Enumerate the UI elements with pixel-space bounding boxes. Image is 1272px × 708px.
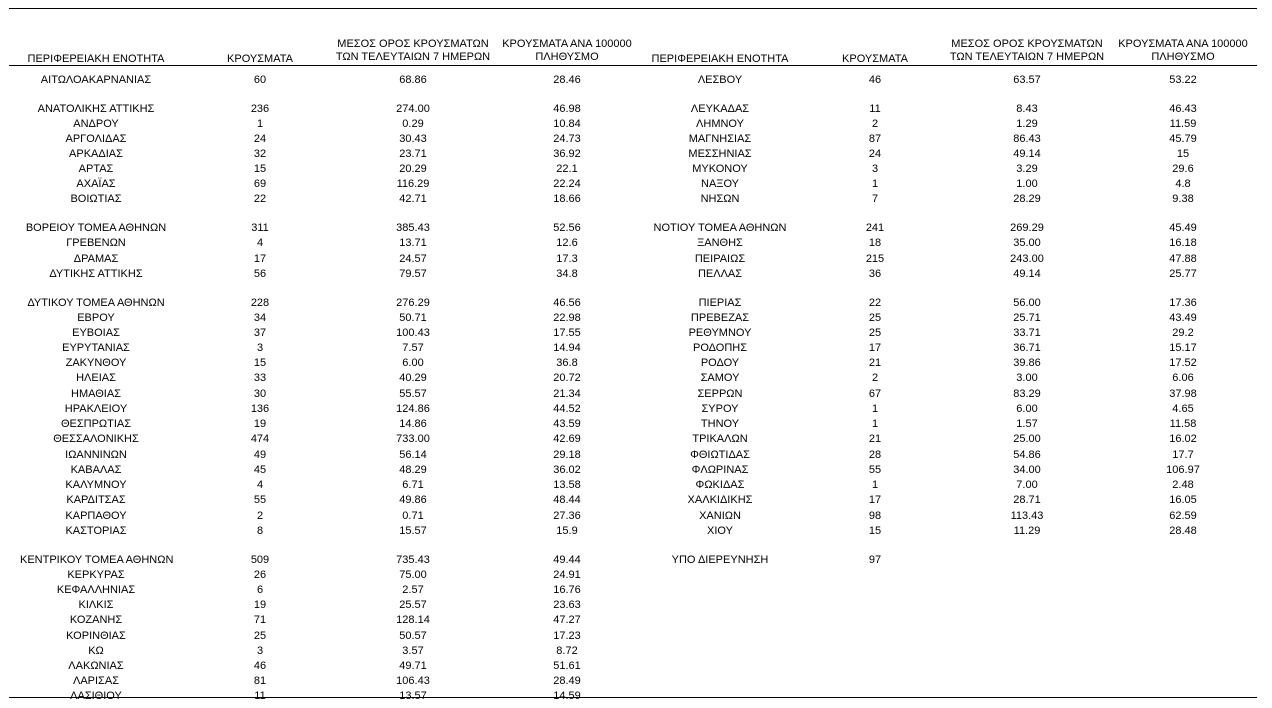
cell-cases: 55 [253,494,267,506]
cell-avg: 86.43 [1013,133,1041,145]
cell-cases: 15 [253,357,267,369]
cell-cases: 32 [253,148,267,160]
cell-cases: 15 [868,525,882,537]
cell-avg: 34.00 [1013,464,1041,476]
cell-avg: 113.43 [1010,510,1044,522]
cell-avg: 1.00 [1016,178,1038,190]
header-per100k-right-line1: ΚΡΟΥΣΜΑΤΑ ΑΝΑ 100000 [1118,38,1248,50]
cell-per100k: 22.24 [553,178,581,190]
cell-per100k: 28.48 [1169,525,1197,537]
cell-name: ΛΑΣΙΘΙΟΥ [70,690,122,702]
cell-cases: 15 [253,163,267,175]
cell-per100k: 8.72 [556,645,578,657]
cell-name: ΧΙΟΥ [707,525,733,537]
cell-per100k: 23.63 [553,599,581,611]
cell-avg: 124.86 [396,403,430,415]
cell-per100k: 16.18 [1169,237,1197,249]
cell-cases: 45 [253,464,267,476]
cell-avg: 2.57 [402,584,424,596]
cell-per100k: 17.7 [1172,449,1194,461]
cell-avg: 15.57 [399,525,427,537]
cell-name: ΒΟΙΩΤΙΑΣ [70,193,122,205]
cell-avg: 24.57 [399,253,427,265]
cell-avg: 30.43 [399,133,427,145]
cell-name: ΑΝΔΡΟΥ [73,118,119,130]
cell-cases: 4 [256,479,264,491]
cell-cases: 241 [865,222,885,234]
cell-per100k: 22.98 [553,312,581,324]
cell-avg: 7.00 [1016,479,1038,491]
cell-name: ΚΙΛΚΙΣ [78,599,114,611]
cell-per100k: 48.44 [553,494,581,506]
cell-per100k: 11.58 [1169,418,1197,430]
cell-avg: 49.86 [399,494,427,506]
cell-cases: 21 [868,357,882,369]
cell-per100k: 24.73 [553,133,581,145]
header-region-right: ΠΕΡΙΦΕΡΕΙΑΚΗ ΕΝΟΤΗΤΑ [651,53,789,65]
cell-name: ΛΕΣΒΟΥ [697,74,743,86]
cell-per100k: 29.6 [1172,163,1194,175]
header-cases-right: ΚΡΟΥΣΜΑΤΑ [842,53,908,65]
cell-cases: 24 [253,133,267,145]
cell-cases: 2 [256,510,264,522]
cell-avg: 0.71 [402,510,424,522]
cell-name: ΑΙΤΩΛΟΑΚΑΡΝΑΝΙΑΣ [40,74,152,86]
cell-cases: 56 [253,268,267,280]
cell-per100k: 46.98 [553,103,581,115]
header-per100k-right-line2: ΠΛΗΘΥΣΜΟ [1151,51,1215,63]
cell-name: ΧΑΝΙΩΝ [699,510,741,522]
cell-name: ΝΟΤΙΟΥ ΤΟΜΕΑ ΑΘΗΝΩΝ [653,222,787,234]
cell-name: ΠΡΕΒΕΖΑΣ [690,312,750,324]
cell-avg: 68.86 [399,74,427,86]
cell-cases: 3 [871,163,879,175]
cell-avg: 1.29 [1016,118,1038,130]
cell-per100k: 4.8 [1175,178,1191,190]
cell-cases: 11 [869,103,881,115]
cell-avg: 1.57 [1016,418,1038,430]
cell-avg: 7.57 [402,342,424,354]
cell-avg: 128.14 [396,614,430,626]
cell-cases: 49 [253,449,267,461]
cell-per100k: 46.43 [1169,103,1197,115]
cell-per100k: 15 [1176,148,1190,160]
cell-per100k: 45.49 [1169,222,1197,234]
cell-name: ΚΩ [88,645,104,657]
cell-cases: 55 [868,464,882,476]
cell-name: ΕΥΒΟΙΑΣ [72,327,120,339]
cell-per100k: 42.69 [553,433,581,445]
cell-name: ΙΩΑΝΝΙΝΩΝ [65,449,127,461]
cell-per100k: 4.65 [1172,403,1194,415]
cell-per100k: 16.05 [1169,494,1197,506]
cell-per100k: 17.3 [556,253,578,265]
cell-cases: 28 [868,449,882,461]
cell-per100k: 36.8 [556,357,578,369]
cell-cases: 7 [871,193,879,205]
cell-per100k: 13.58 [553,479,581,491]
cell-cases: 25 [868,312,882,324]
cell-name: ΓΡΕΒΕΝΩΝ [66,237,126,249]
cell-name: ΘΕΣΣΑΛΟΝΙΚΗΣ [53,433,139,445]
cell-name: ΜΕΣΣΗΝΙΑΣ [688,148,752,160]
cell-name: ΖΑΚΥΝΘΟΥ [65,357,127,369]
cell-cases: 25 [253,630,267,642]
cell-avg: 56.00 [1013,297,1041,309]
cell-avg: 75.00 [399,569,427,581]
cell-per100k: 17.52 [1169,357,1197,369]
cell-avg: 50.57 [399,630,427,642]
cell-avg: 23.71 [399,148,427,160]
cell-avg: 6.00 [402,357,424,369]
cell-per100k: 15.17 [1169,342,1197,354]
header-avg-right [944,38,1110,64]
header-avg-right-line2: ΤΩΝ ΤΕΛΕΥΤΑΙΩΝ 7 ΗΜΕΡΩΝ [949,51,1105,63]
cell-cases: 34 [253,312,267,324]
cell-per100k: 43.59 [553,418,581,430]
cell-avg: 40.29 [399,372,427,384]
cell-cases: 46 [253,660,267,672]
cell-cases: 24 [868,148,882,160]
cell-name: ΚΑΡΠΑΘΟΥ [65,510,127,522]
cell-per100k: 16.76 [553,584,581,596]
cell-per100k: 44.52 [553,403,581,415]
cell-per100k: 9.38 [1172,193,1194,205]
cell-cases: 22 [253,193,267,205]
cell-avg: 3.00 [1016,372,1038,384]
cell-avg: 56.14 [399,449,427,461]
cell-avg: 269.29 [1010,222,1044,234]
cell-cases: 1 [256,118,264,130]
cell-cases: 36 [868,268,882,280]
cell-cases: 60 [253,74,267,86]
cell-per100k: 10.84 [553,118,581,130]
cell-per100k: 14.59 [553,690,581,702]
cell-avg: 6.00 [1016,403,1038,415]
cell-cases: 215 [865,253,885,265]
header-per100k-left [492,38,642,64]
cell-avg: 39.86 [1013,357,1041,369]
cell-per100k: 106.97 [1166,464,1200,476]
cell-avg: 14.86 [399,418,427,430]
cell-avg: 49.14 [1013,148,1041,160]
cell-cases: 228 [250,297,270,309]
cell-avg: 116.29 [396,178,430,190]
cell-name: ΚΑΒΑΛΑΣ [70,464,122,476]
cell-name: ΦΘΙΩΤΙΔΑΣ [690,449,750,461]
cell-avg: 13.71 [399,237,427,249]
cell-cases: 3 [256,645,264,657]
cell-cases: 18 [868,237,882,249]
cell-name: ΚΟΡΙΝΘΙΑΣ [66,630,126,642]
header-rule [9,65,1257,66]
cell-name: ΤΡΙΚΑΛΩΝ [692,433,748,445]
cell-avg: 25.00 [1013,433,1041,445]
cell-cases: 1 [871,479,879,491]
cell-per100k: 28.46 [553,74,581,86]
cell-per100k: 52.56 [553,222,581,234]
header-per100k-left-line1: ΚΡΟΥΣΜΑΤΑ ΑΝΑ 100000 [502,38,632,50]
cell-avg: 28.29 [1013,193,1041,205]
cell-cases: 98 [868,510,882,522]
cell-name: ΣΑΜΟΥ [700,372,740,384]
cell-name: ΜΥΚΟΝΟΥ [692,163,748,175]
cell-name: ΡΕΘΥΜΝΟΥ [688,327,752,339]
cell-per100k: 46.56 [553,297,581,309]
cell-avg: 11.29 [1013,525,1041,537]
cell-avg: 35.00 [1013,237,1041,249]
cell-per100k: 36.92 [553,148,581,160]
cell-cases: 11 [254,690,266,702]
cell-cases: 67 [868,388,882,400]
cell-name: ΤΗΝΟΥ [700,418,740,430]
cell-cases: 25 [868,327,882,339]
cell-avg: 28.71 [1013,494,1041,506]
cell-cases: 37 [253,327,267,339]
cell-name: ΝΗΣΩΝ [700,193,740,205]
cell-cases: 22 [868,297,882,309]
cell-avg: 13.57 [399,690,427,702]
cell-avg: 50.71 [399,312,427,324]
cell-name: ΔΡΑΜΑΣ [73,253,119,265]
cell-cases: 1 [871,178,879,190]
cell-name: ΛΑΚΩΝΙΑΣ [68,660,124,672]
cell-avg: 49.14 [1013,268,1041,280]
cell-per100k: 15.9 [556,525,578,537]
cell-per100k: 36.02 [553,464,581,476]
top-rule [9,8,1257,9]
cell-per100k: 22.1 [556,163,578,175]
cell-per100k: 17.23 [553,630,581,642]
cell-per100k: 18.66 [553,193,581,205]
cell-avg: 83.29 [1013,388,1041,400]
cell-avg: 55.57 [399,388,427,400]
cell-per100k: 49.44 [553,554,581,566]
cell-per100k: 25.77 [1169,268,1197,280]
cell-name: ΗΜΑΘΙΑΣ [71,388,121,400]
cell-per100k: 12.6 [556,237,578,249]
cell-per100k: 43.49 [1169,312,1197,324]
cell-avg: 79.57 [399,268,427,280]
cell-name: ΔΥΤΙΚΗΣ ΑΤΤΙΚΗΣ [49,268,143,280]
cell-name: ΧΑΛΚΙΔΙΚΗΣ [687,494,753,506]
cell-per100k: 29.18 [553,449,581,461]
cell-name: ΚΕΦΑΛΛΗΝΙΑΣ [56,584,136,596]
cell-per100k: 53.22 [1169,74,1197,86]
cell-per100k: 62.59 [1169,510,1197,522]
cell-per100k: 29.2 [1172,327,1194,339]
cell-avg: 735.43 [396,554,430,566]
cell-avg: 3.57 [402,645,424,657]
cell-avg: 385.43 [396,222,430,234]
cell-per100k: 47.27 [553,614,581,626]
cell-name: ΜΑΓΝΗΣΙΑΣ [688,133,752,145]
cell-avg: 25.57 [399,599,427,611]
cell-cases: 21 [868,433,882,445]
cell-cases: 1 [871,418,879,430]
cell-cases: 30 [253,388,267,400]
cell-cases: 236 [250,103,270,115]
cell-avg: 42.71 [399,193,427,205]
cell-name: ΣΥΡΟΥ [701,403,739,415]
cell-name: ΡΟΔΟΥ [700,357,740,369]
cell-cases: 87 [868,133,882,145]
cell-name: ΥΠΟ ΔΙΕΡΕΥΝΗΣΗ [671,554,769,566]
cell-name: ΑΡΤΑΣ [78,163,114,175]
cell-per100k: 45.79 [1169,133,1197,145]
cell-avg: 25.71 [1013,312,1041,324]
cell-name: ΑΧΑΪΑΣ [76,178,116,190]
cell-name: ΚΑΡΔΙΤΣΑΣ [66,494,126,506]
cell-cases: 2 [871,372,879,384]
cell-avg: 0.29 [402,118,424,130]
cell-avg: 733.00 [396,433,430,445]
cell-cases: 17 [868,494,882,506]
cell-cases: 46 [868,74,882,86]
cell-avg: 276.29 [396,297,430,309]
cell-avg: 100.43 [396,327,430,339]
cell-name: ΝΑΞΟΥ [701,178,739,190]
cell-name: ΕΥΡΥΤΑΝΙΑΣ [62,342,130,354]
cell-cases: 19 [253,418,267,430]
cell-cases: 8 [256,525,264,537]
cell-per100k: 27.36 [553,510,581,522]
cell-cases: 136 [250,403,270,415]
cell-name: ΑΡΓΟΛΙΔΑΣ [65,133,127,145]
cell-name: ΞΑΝΘΗΣ [697,237,743,249]
cell-cases: 69 [253,178,267,190]
cell-avg: 3.29 [1016,163,1038,175]
header-avg-left [330,38,496,64]
cell-per100k: 16.02 [1169,433,1197,445]
cell-name: ΕΒΡΟΥ [77,312,115,324]
header-per100k-left-line2: ΠΛΗΘΥΣΜΟ [535,51,599,63]
header-avg-left-line2: ΤΩΝ ΤΕΛΕΥΤΑΙΩΝ 7 ΗΜΕΡΩΝ [335,51,491,63]
cell-cases: 509 [250,554,270,566]
cell-avg: 20.29 [399,163,427,175]
cell-cases: 17 [868,342,882,354]
cell-cases: 1 [871,403,879,415]
cell-name: ΛΕΥΚΑΔΑΣ [690,103,750,115]
cell-avg: 49.71 [399,660,427,672]
cell-cases: 4 [256,237,264,249]
header-cases-left: ΚΡΟΥΣΜΑΤΑ [227,53,293,65]
cell-name: ΑΡΚΑΔΙΑΣ [69,148,123,160]
cell-name: ΔΥΤΙΚΟΥ ΤΟΜΕΑ ΑΘΗΝΩΝ [27,297,165,309]
cell-name: ΗΛΕΙΑΣ [76,372,116,384]
cell-per100k: 17.55 [553,327,581,339]
cell-name: ΚΕΡΚΥΡΑΣ [67,569,125,581]
cell-avg: 36.71 [1013,342,1041,354]
cell-avg: 6.71 [402,479,424,491]
cell-avg: 8.43 [1016,103,1038,115]
cell-name: ΑΝΑΤΟΛΙΚΗΣ ΑΤΤΙΚΗΣ [37,103,155,115]
cell-cases: 71 [253,614,267,626]
cell-per100k: 34.8 [556,268,578,280]
cell-cases: 3 [256,342,264,354]
cell-name: ΒΟΡΕΙΟΥ ΤΟΜΕΑ ΑΘΗΝΩΝ [25,222,167,234]
cell-name: ΠΕΙΡΑΙΩΣ [694,253,746,265]
cell-per100k: 28.49 [553,675,581,687]
cell-name: ΠΕΛΛΑΣ [697,268,743,280]
header-avg-left-line1: ΜΕΣΟΣ ΟΡΟΣ ΚΡΟΥΣΜΑΤΩΝ [337,38,489,50]
cell-per100k: 24.91 [553,569,581,581]
cell-cases: 311 [251,222,269,234]
cell-avg: 63.57 [1013,74,1041,86]
cell-name: ΚΕΝΤΡΙΚΟΥ ΤΟΜΕΑ ΑΘΗΝΩΝ [20,554,174,566]
cell-name: ΚΟΖΑΝΗΣ [69,614,123,626]
cell-cases: 2 [871,118,879,130]
cell-per100k: 37.98 [1169,388,1197,400]
cell-per100k: 17.36 [1169,297,1197,309]
cell-per100k: 11.59 [1169,118,1197,130]
cell-per100k: 14.94 [553,342,581,354]
cell-avg: 274.00 [396,103,430,115]
cell-name: ΛΑΡΙΣΑΣ [72,675,119,687]
cell-per100k: 2.48 [1172,479,1194,491]
cell-name: ΣΕΡΡΩΝ [697,388,743,400]
cell-avg: 106.43 [396,675,430,687]
cell-cases: 17 [253,253,267,265]
cell-avg: 54.86 [1013,449,1041,461]
cell-cases: 26 [253,569,267,581]
cell-name: ΚΑΛΥΜΝΟΥ [65,479,127,491]
header-per100k-right [1108,38,1258,64]
cell-name: ΠΙΕΡΙΑΣ [698,297,742,309]
cell-cases: 6 [256,584,264,596]
cell-per100k: 6.06 [1172,372,1194,384]
cell-cases: 19 [253,599,267,611]
cell-name: ΡΟΔΟΠΗΣ [692,342,748,354]
cell-name: ΦΩΚΙΔΑΣ [695,479,745,491]
cell-per100k: 47.88 [1169,253,1197,265]
cell-name: ΛΗΜΝΟΥ [696,118,744,130]
cell-avg: 243.00 [1010,253,1044,265]
cell-cases: 33 [253,372,267,384]
cell-cases: 474 [250,433,270,445]
header-region-left: ΠΕΡΙΦΕΡΕΙΑΚΗ ΕΝΟΤΗΤΑ [27,53,165,65]
cell-cases: 81 [253,675,267,687]
cell-per100k: 21.34 [553,388,581,400]
cell-name: ΘΕΣΠΡΩΤΙΑΣ [60,418,132,430]
cell-avg: 48.29 [399,464,427,476]
cell-per100k: 20.72 [553,372,581,384]
header-avg-right-line1: ΜΕΣΟΣ ΟΡΟΣ ΚΡΟΥΣΜΑΤΩΝ [951,38,1103,50]
cell-per100k: 51.61 [553,660,581,672]
cell-cases: 97 [868,554,882,566]
cell-name: ΦΛΩΡΙΝΑΣ [691,464,749,476]
cell-name: ΚΑΣΤΟΡΙΑΣ [65,525,127,537]
cell-avg: 33.71 [1013,327,1041,339]
cell-name: ΗΡΑΚΛΕΙΟΥ [64,403,128,415]
